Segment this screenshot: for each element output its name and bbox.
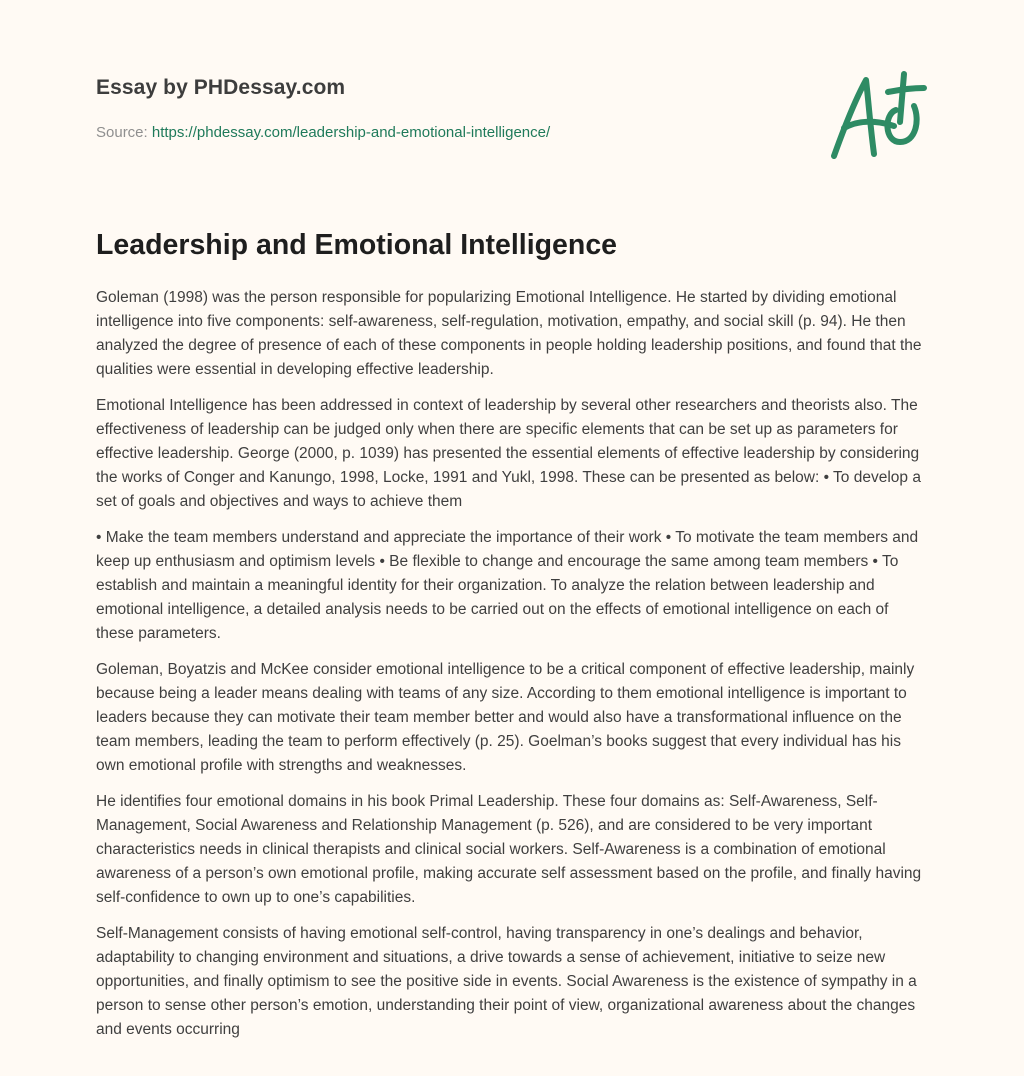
source-line (96, 124, 550, 141)
page-header (96, 0, 928, 190)
essay-paragraph: • Make the team members understand and appreciate the importance of their work • To motivate the team members and keep up enthusiasm and optimism levels • Be flexible to change and encourage the same among team members • To establish and maintain a meaningful identity for their organization. To analyze the relation between leadership and emotional intelligence, a detailed analysis needs to be carried out on the effects of emotional intelligence on each of these parameters. (96, 529, 919, 643)
source-link[interactable]: https://phdessay.com/leadership-and-emotional-intelligence/ (151, 124, 551, 141)
essay-paragraph: He identifies four emotional domains in his book Primal Leadership. These four domains as: Self-Awareness, Self-Management, Social Awareness and Relationship Management (p. 526), and are considered to be very important characteristics needs in clinical therapists and clinical social workers. Self-Awareness is a combination of emotional awareness of a person’s own emotional profile, making accurate self assessment based on the profile, and finally having self-confidence to own up to one’s capabilities. (96, 793, 922, 907)
essay-paragraph: Emotional Intelligence has been addressed in context of leadership by several other researchers and theorists also. The effectiveness of leadership can be judged only when there are specific elements that can be set up as parameters for effective leadership. George (2000, p. 1039) has presented the essential elements of effective leadership by considering the works of Conger and Kanungo, 1998, Locke, 1991 and Yukl, 1998. These can be presented as below: • To develop a set of goals and objectives and ways to achieve them (96, 397, 921, 511)
a-plus-logo-icon (824, 66, 934, 166)
source-label: Source: (96, 124, 152, 141)
essay-paragraph: Goleman, Boyatzis and McKee consider emotional intelligence to be a critical component of effective leadership, mainly because being a leader means dealing with teams of any size. According to them emotional intelligence is important to leaders because they can motivate their team member better and would also have a transformational influence on the team members, leading the team to perform effectively (p. 25). Goelman’s books suggest that every individual has his own emotional profile with strengths and weaknesses. (96, 661, 915, 775)
essay-paragraph: Goleman (1998) was the person responsible for popularizing Emotional Intelligence. He started by dividing emotional intelligence into five components: self-awareness, self-regulation, motivation, empathy, and social skill (p. 94). He then analyzed the degree of presence of each of these components in people holding leadership positions, and found that the qualities were essential in developing effective leadership. (96, 289, 922, 379)
essay-paragraph: Self-Management consists of having emotional self-control, having transparency in one’s dealings and behavior, adaptability to changing environment and situations, a drive towards a sense of achievement, initiative to seize new opportunities, and finally optimism to see the positive side in events. Social Awareness is the existence of sympathy in a person to sense other person’s emotion, understanding their point of view, organizational awareness about the changes and events occurring (96, 925, 917, 1039)
site-title: Essay by PHDessay.com (96, 76, 346, 99)
essay-body (96, 286, 928, 1042)
essay-title: Leadership and Emotional Intelligence (96, 229, 618, 261)
